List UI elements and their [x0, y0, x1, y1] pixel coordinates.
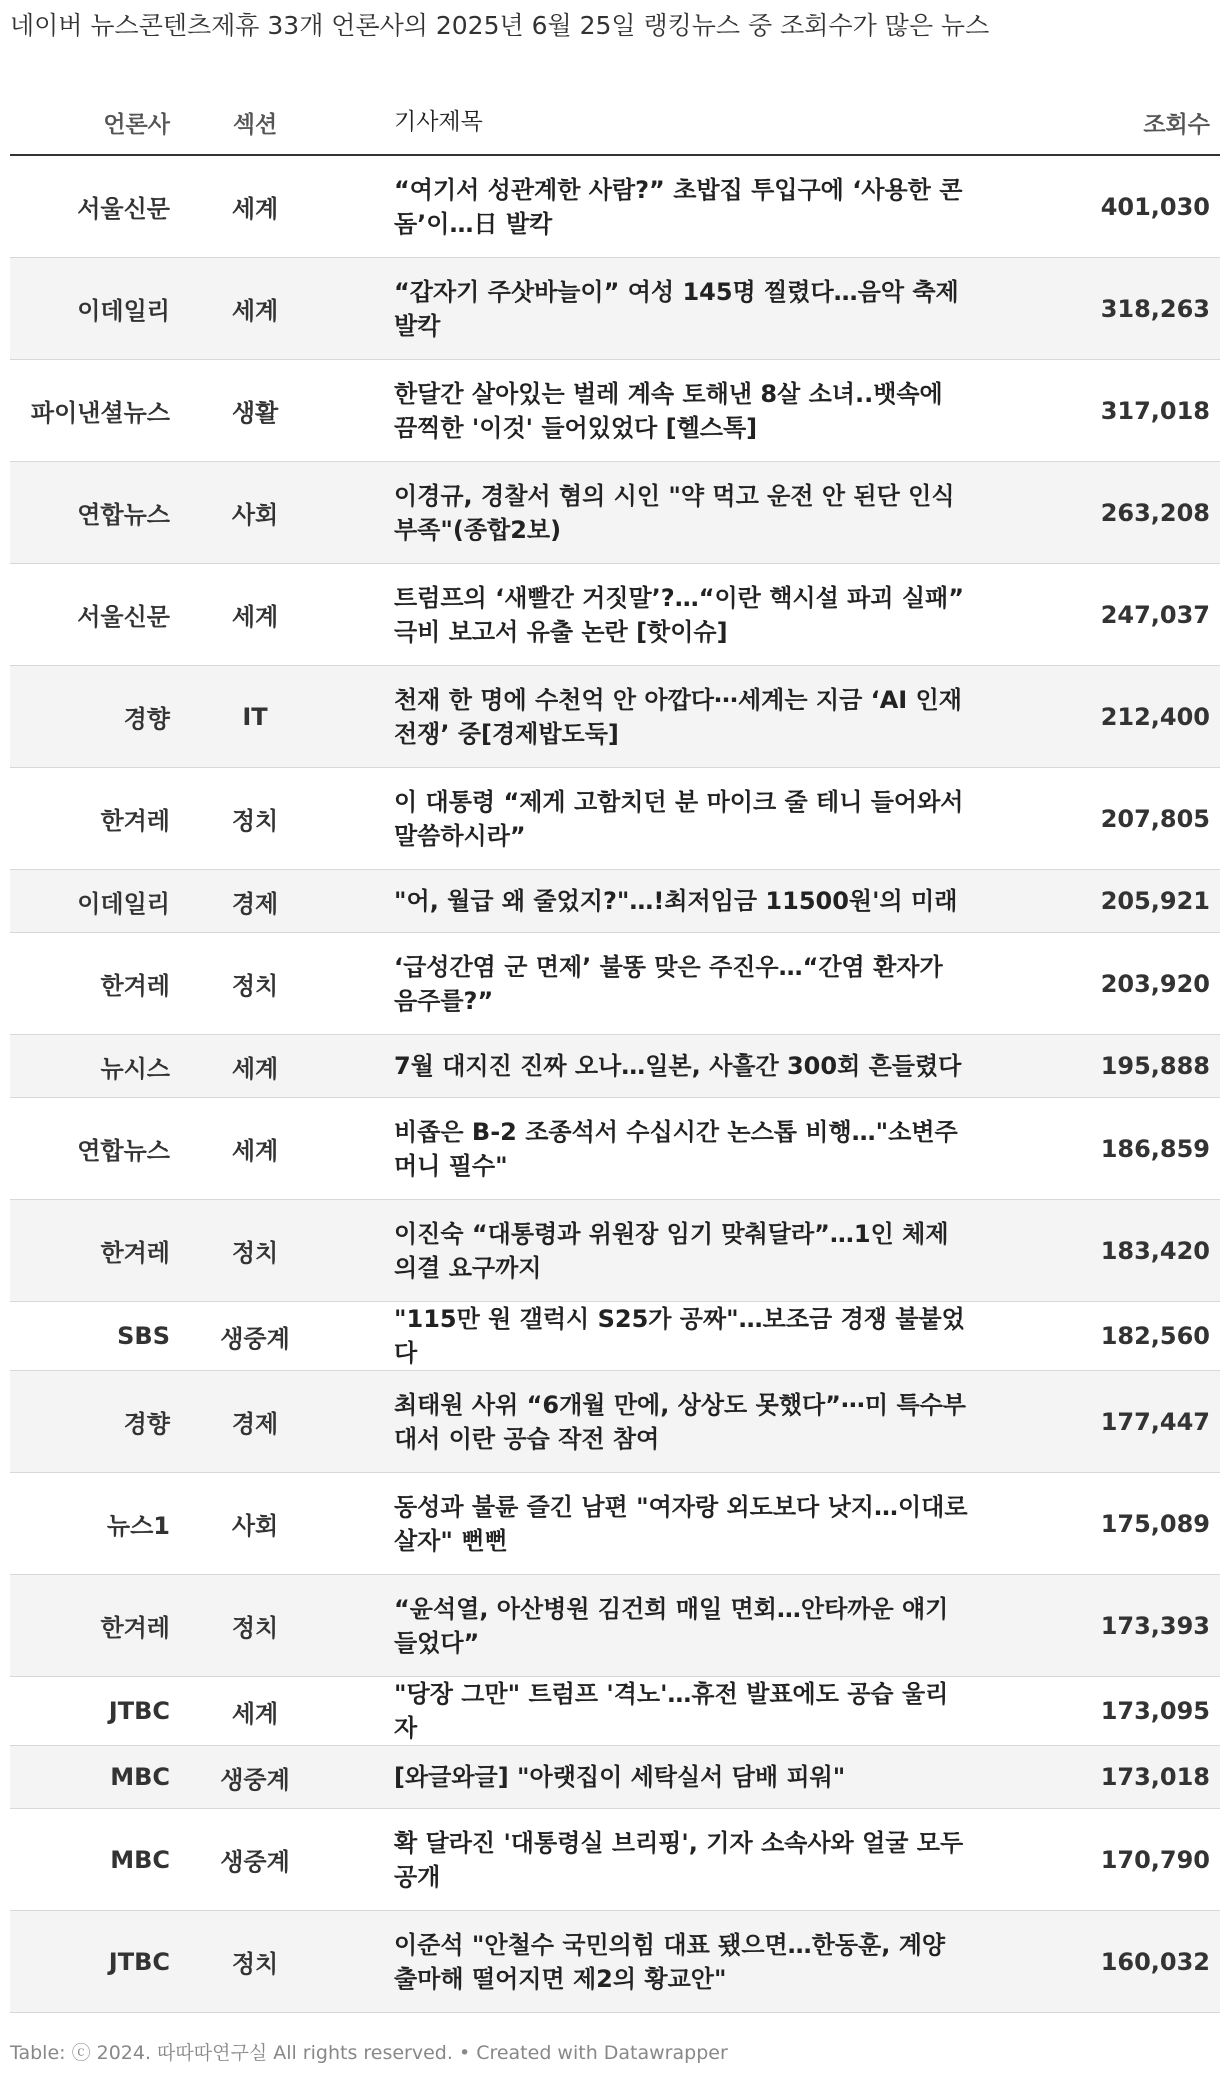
- publisher-cell: 경향: [10, 666, 170, 768]
- views-cell: 183,420: [980, 1200, 1220, 1302]
- section-cell: IT: [170, 666, 340, 768]
- section-cell: 생중계: [170, 1302, 340, 1371]
- table-row: [10, 1371, 1220, 1473]
- headline-text: 최태원 사위 “6개월 만에, 상상도 못했다”⋯미 특수부대서 이란 공습 작전 참여: [394, 1390, 966, 1453]
- views-cell: 173,018: [980, 1746, 1220, 1809]
- section-cell: 세계: [170, 564, 340, 666]
- table-row: [10, 870, 1220, 933]
- section-cell: 세계: [170, 1035, 340, 1098]
- headline-cell[interactable]: [340, 1035, 980, 1098]
- headline-text: “여기서 성관계한 사람?” 초밥집 투입구에 ‘사용한 콘돔’이…日 발칵: [394, 175, 963, 238]
- headline-cell[interactable]: [340, 1809, 980, 1911]
- publisher-cell: SBS: [10, 1302, 170, 1371]
- views-cell: 318,263: [980, 258, 1220, 360]
- table-row: [10, 768, 1220, 870]
- column-header-headline-label: 기사제목: [394, 109, 483, 135]
- table-row: [10, 462, 1220, 564]
- table-row: [10, 1098, 1220, 1200]
- headline-cell[interactable]: [340, 933, 980, 1035]
- table-row: [10, 1575, 1220, 1677]
- publisher-cell: 연합뉴스: [10, 1098, 170, 1200]
- views-cell: 182,560: [980, 1302, 1220, 1371]
- views-cell: 175,089: [980, 1473, 1220, 1575]
- headline-text: 7월 대지진 진짜 오나…일본, 사흘간 300회 흔들렸다: [394, 1052, 962, 1080]
- table-row: [10, 360, 1220, 462]
- headline-text: 확 달라진 '대통령실 브리핑', 기자 소속사와 얼굴 모두 공개: [394, 1828, 964, 1891]
- table-row: [10, 1200, 1220, 1302]
- headline-cell[interactable]: [340, 870, 980, 933]
- publisher-cell: 연합뉴스: [10, 462, 170, 564]
- headline-text: 이진숙 “대통령과 위원장 임기 맞춰달라”…1인 체제 의결 요구까지: [394, 1219, 949, 1282]
- publisher-cell: 서울신문: [10, 564, 170, 666]
- views-cell: 177,447: [980, 1371, 1220, 1473]
- table-header-row: [10, 90, 1220, 155]
- views-cell: 173,393: [980, 1575, 1220, 1677]
- table-row: [10, 155, 1220, 258]
- table-row: [10, 1746, 1220, 1809]
- headline-text: 이준석 "안철수 국민의힘 대표 됐으면…한동훈, 계양 출마해 떨어지면 제2의 황교안": [394, 1930, 946, 1993]
- views-cell: 263,208: [980, 462, 1220, 564]
- publisher-cell: JTBC: [10, 1911, 170, 2013]
- section-cell: 정치: [170, 1575, 340, 1677]
- headline-cell[interactable]: [340, 155, 980, 258]
- publisher-cell: 파이낸셜뉴스: [10, 360, 170, 462]
- publisher-cell: 한겨레: [10, 1200, 170, 1302]
- section-cell: 사회: [170, 1473, 340, 1575]
- publisher-cell: 이데일리: [10, 258, 170, 360]
- table-row: [10, 258, 1220, 360]
- views-cell: 212,400: [980, 666, 1220, 768]
- views-cell: 317,018: [980, 360, 1220, 462]
- publisher-cell: JTBC: [10, 1677, 170, 1746]
- headline-text: ‘급성간염 군 면제’ 불똥 맞은 주진우…“간염 환자가 음주를?”: [394, 952, 943, 1015]
- table-row: [10, 666, 1220, 768]
- section-cell: 세계: [170, 1677, 340, 1746]
- table-footer: Table: ⓒ 2024. 따따따연구실 All rights reserved. • Created with Datawrapper: [10, 2042, 728, 2064]
- headline-text: "어, 월급 왜 줄었지?"…!최저임금 11500원'의 미래: [394, 887, 958, 915]
- views-cell: 160,032: [980, 1911, 1220, 2013]
- headline-text: 이 대통령 “제게 고함치던 분 마이크 줄 테니 들어와서 말씀하시라”: [394, 787, 964, 850]
- section-cell: 경제: [170, 1371, 340, 1473]
- column-header-section[interactable]: 섹션: [170, 90, 340, 155]
- headline-text: 한달간 살아있는 벌레 계속 토해낸 8살 소녀..뱃속에 끔찍한 '이것' 들어있었다 [헬스톡]: [394, 379, 943, 442]
- views-cell: 247,037: [980, 564, 1220, 666]
- headline-cell[interactable]: [340, 1098, 980, 1200]
- headline-text: “갑자기 주삿바늘이” 여성 145명 찔렸다…음악 축제 발칵: [394, 277, 959, 340]
- table-row: [10, 1809, 1220, 1911]
- table-row: [10, 1911, 1220, 2013]
- table-row: [10, 564, 1220, 666]
- publisher-cell: 한겨레: [10, 1575, 170, 1677]
- column-header-publisher[interactable]: 언론사: [10, 90, 170, 155]
- headline-cell[interactable]: [340, 1575, 980, 1677]
- section-cell: 생중계: [170, 1809, 340, 1911]
- publisher-cell: 서울신문: [10, 155, 170, 258]
- publisher-cell: 이데일리: [10, 870, 170, 933]
- column-header-headline[interactable]: [340, 90, 980, 155]
- headline-text: “윤석열, 아산병원 김건희 매일 면회…안타까운 얘기 들었다”: [394, 1594, 949, 1657]
- headline-cell[interactable]: [340, 258, 980, 360]
- views-cell: 401,030: [980, 155, 1220, 258]
- section-cell: 세계: [170, 258, 340, 360]
- headline-text: 트럼프의 ‘새빨간 거짓말’?…“이란 핵시설 파괴 실패” 극비 보고서 유출 논란 [핫이슈]: [394, 583, 964, 646]
- headline-cell[interactable]: [340, 1473, 980, 1575]
- headline-text: 동성과 불륜 즐긴 남편 "여자랑 외도보다 낫지…이대로 살자" 뻔뻔: [394, 1492, 968, 1555]
- views-cell: 170,790: [980, 1809, 1220, 1911]
- headline-text: 천재 한 명에 수천억 안 아깝다⋯세계는 지금 ‘AI 인재전쟁’ 중[경제밥도둑]: [394, 685, 962, 748]
- views-cell: 207,805: [980, 768, 1220, 870]
- section-cell: 정치: [170, 1200, 340, 1302]
- section-cell: 정치: [170, 768, 340, 870]
- publisher-cell: 한겨레: [10, 768, 170, 870]
- views-cell: 173,095: [980, 1677, 1220, 1746]
- headline-cell[interactable]: [340, 462, 980, 564]
- views-cell: 205,921: [980, 870, 1220, 933]
- headline-cell[interactable]: [340, 1371, 980, 1473]
- headline-cell[interactable]: [340, 564, 980, 666]
- headline-cell[interactable]: [340, 1302, 980, 1371]
- headline-text: "당장 그만" 트럼프 '격노'…휴전 발표에도 공습 울리자: [394, 1680, 949, 1742]
- headline-text: [와글와글] "아랫집이 세탁실서 담배 피워": [394, 1763, 846, 1791]
- column-header-views[interactable]: 조회수: [980, 90, 1220, 155]
- section-cell: 세계: [170, 155, 340, 258]
- headline-cell[interactable]: [340, 768, 980, 870]
- page-title: 네이버 뉴스콘텐츠제휴 33개 언론사의 2025년 6월 25일 랭킹뉴스 중 조회수가 많은 뉴스: [10, 11, 990, 40]
- publisher-cell: MBC: [10, 1746, 170, 1809]
- publisher-cell: 뉴시스: [10, 1035, 170, 1098]
- headline-cell[interactable]: [340, 1911, 980, 2013]
- section-cell: 세계: [170, 1098, 340, 1200]
- headline-cell[interactable]: [340, 1200, 980, 1302]
- table-row: [10, 1302, 1220, 1371]
- headline-cell[interactable]: [340, 360, 980, 462]
- publisher-cell: MBC: [10, 1809, 170, 1911]
- section-cell: 사회: [170, 462, 340, 564]
- headline-text: 이경규, 경찰서 혐의 시인 "약 먹고 운전 안 된단 인식 부족"(종합2보): [394, 481, 955, 544]
- table-row: [10, 1677, 1220, 1746]
- section-cell: 정치: [170, 1911, 340, 2013]
- section-cell: 정치: [170, 933, 340, 1035]
- headline-cell[interactable]: [340, 1677, 980, 1746]
- table-row: [10, 1035, 1220, 1098]
- ranking-table: [10, 90, 1210, 2013]
- publisher-cell: 뉴스1: [10, 1473, 170, 1575]
- views-cell: 186,859: [980, 1098, 1220, 1200]
- section-cell: 생활: [170, 360, 340, 462]
- views-cell: 195,888: [980, 1035, 1220, 1098]
- headline-cell[interactable]: [340, 1746, 980, 1809]
- table-row: [10, 1473, 1220, 1575]
- headline-cell[interactable]: [340, 666, 980, 768]
- section-cell: 생중계: [170, 1746, 340, 1809]
- section-cell: 경제: [170, 870, 340, 933]
- table-row: [10, 933, 1220, 1035]
- headline-text: 비좁은 B-2 조종석서 수십시간 논스톱 비행…"소변주머니 필수": [394, 1117, 958, 1180]
- publisher-cell: 한겨레: [10, 933, 170, 1035]
- views-cell: 203,920: [980, 933, 1220, 1035]
- headline-text: "115만 원 갤럭시 S25가 공짜"…보조금 경쟁 불붙었다: [394, 1305, 965, 1367]
- table-body: [10, 155, 1220, 2013]
- publisher-cell: 경향: [10, 1371, 170, 1473]
